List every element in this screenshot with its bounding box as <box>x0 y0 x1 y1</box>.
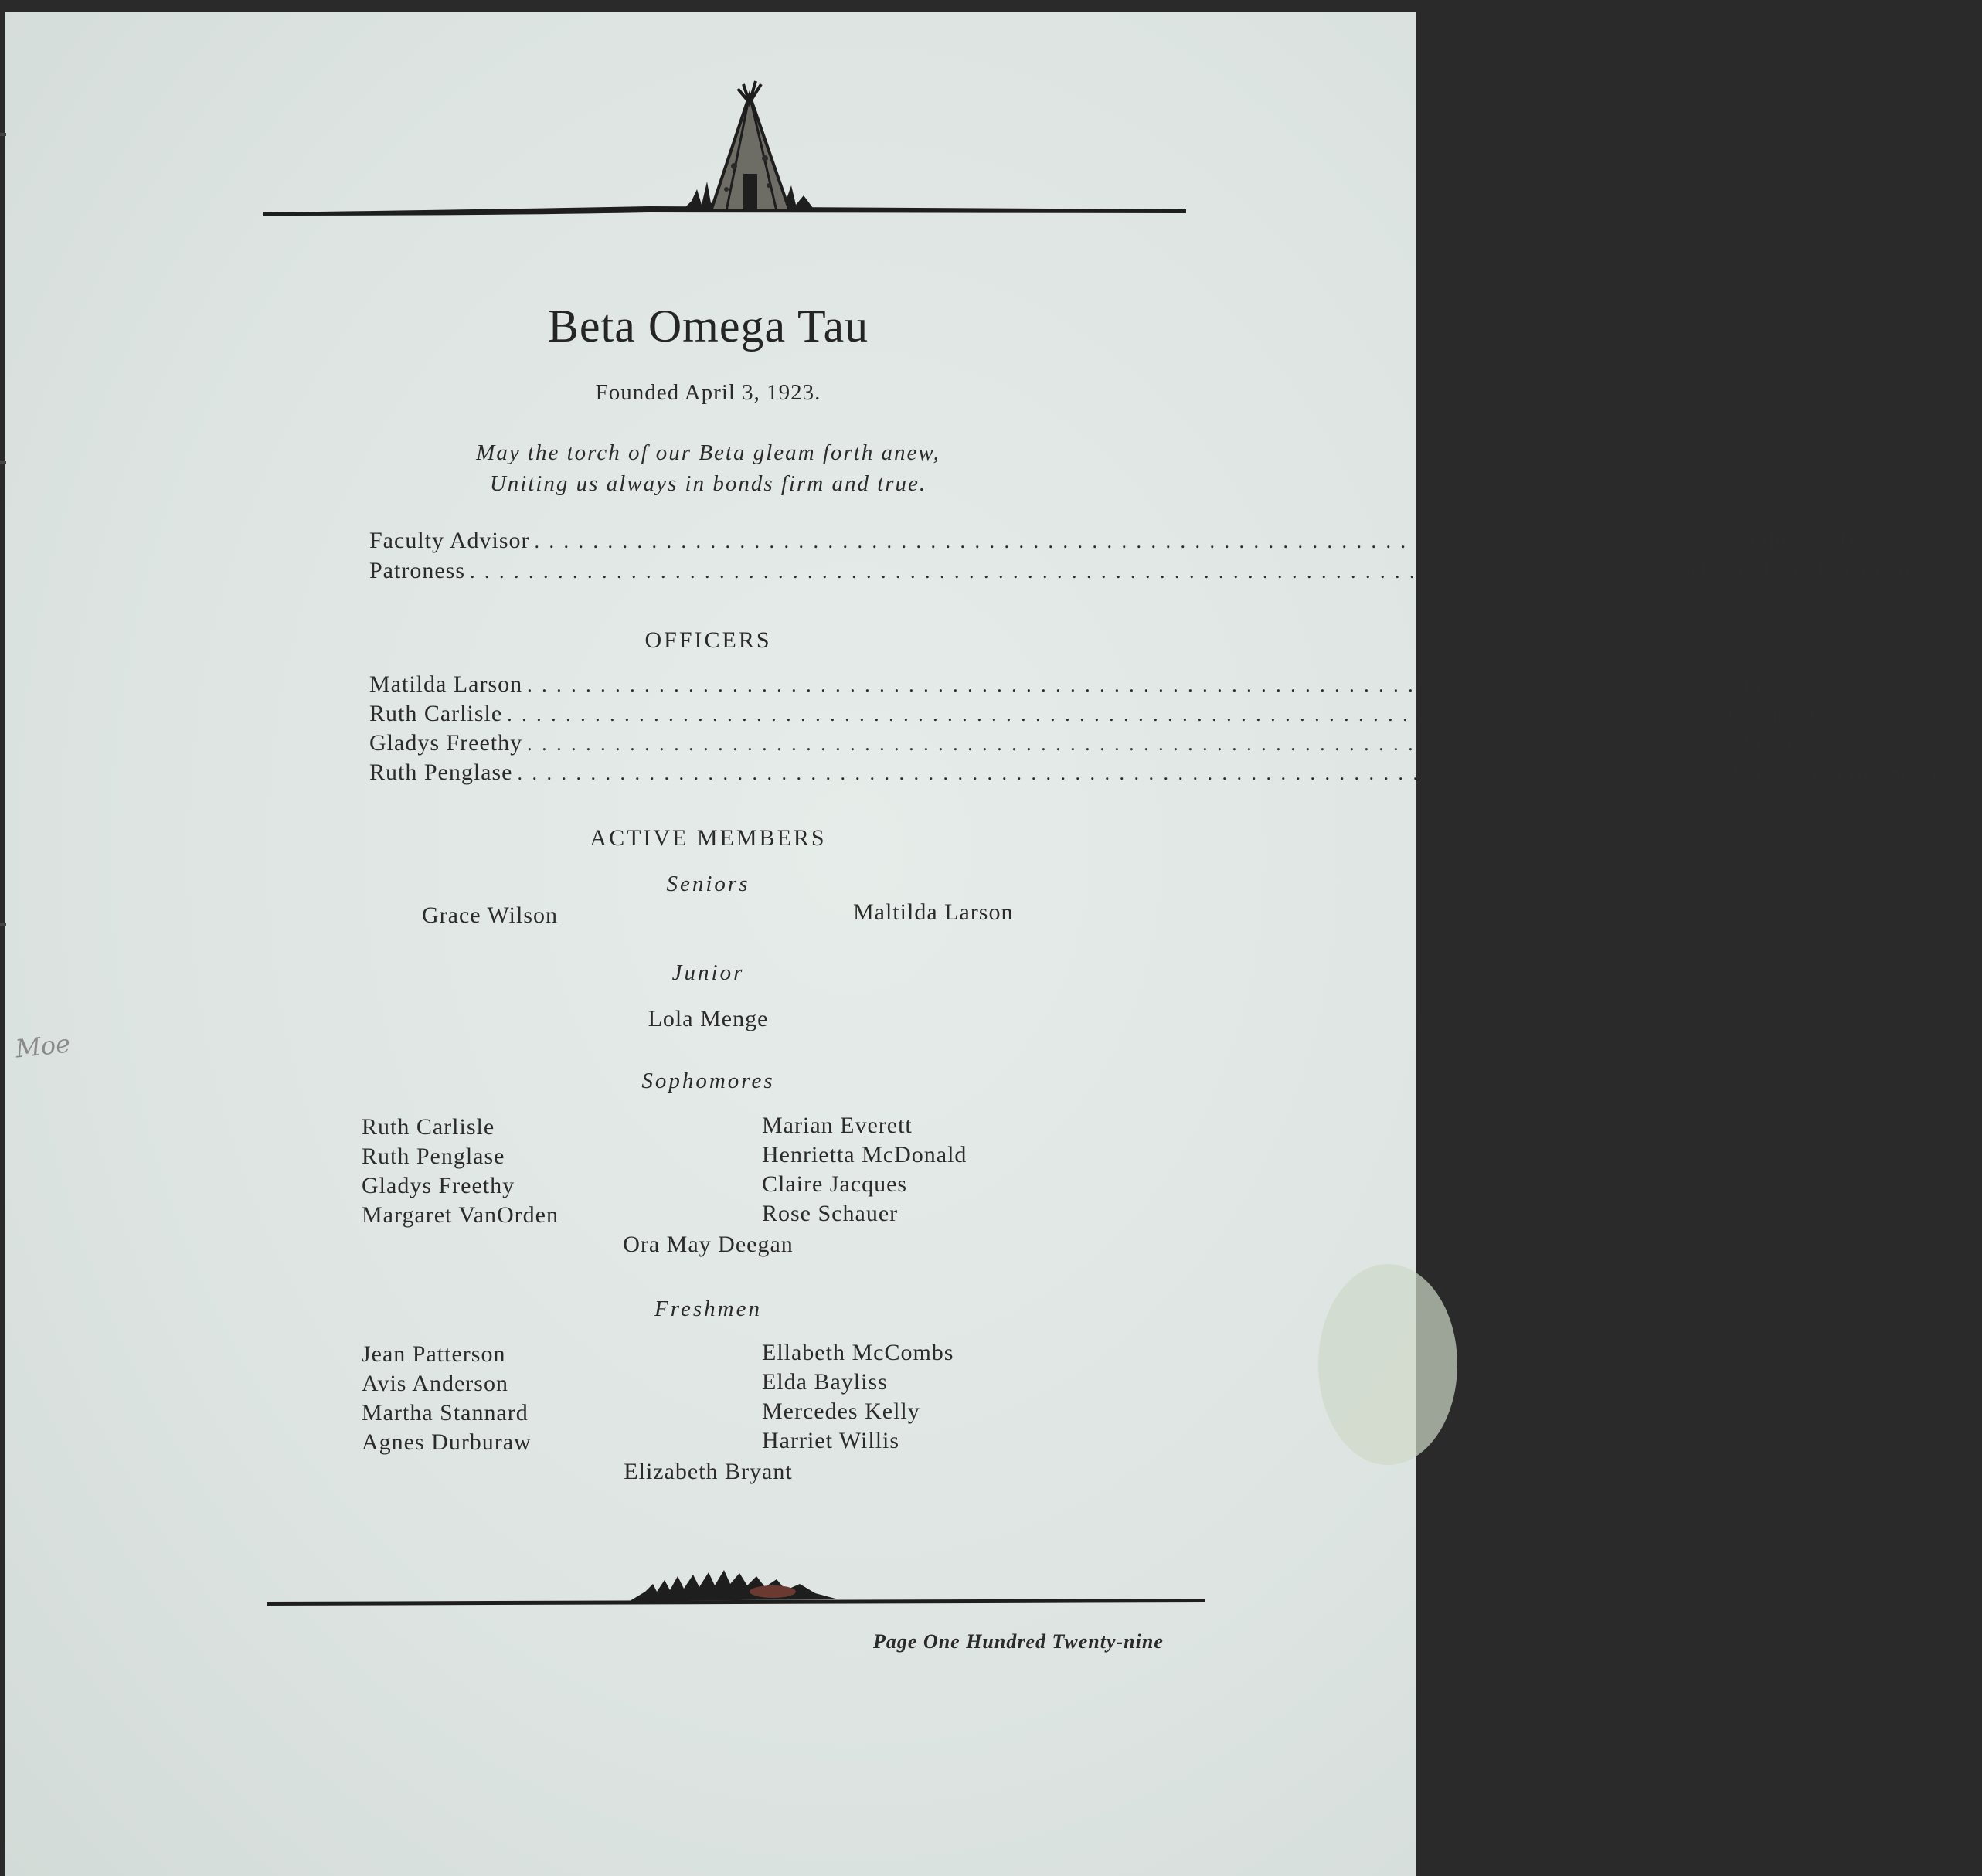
sophomores-label: Sophomores <box>641 1069 775 1093</box>
junior-label: Junior <box>671 960 745 985</box>
faculty-advisor-row <box>369 528 1921 554</box>
row-value: Olga M. Hoesley <box>1750 528 1921 553</box>
officer-role: Corresponding Secretary <box>1733 760 1982 785</box>
motto <box>0 437 1416 499</box>
row-label: Faculty Advisor <box>369 528 530 553</box>
member-name: Harriet Willis <box>762 1428 900 1453</box>
row-value: Mrs. Gilbert L. Brown <box>1685 558 1912 583</box>
row-label: Patroness <box>369 558 465 583</box>
member-name: Lola Menge <box>648 1006 769 1031</box>
officer-name: Matilda Larson <box>369 671 523 697</box>
active-members-heading: ACTIVE MEMBERS <box>590 825 827 851</box>
member-name: Elda Bayliss <box>762 1369 888 1395</box>
officer-role: President <box>1742 671 1837 697</box>
leader-dots: . . . . . . . . . . . . . . . . . . . . . . . . . . . . . . . . . . . . . . . . . . . . . . . . . . . . . . . . . . . . . . . . . . . . . . . . . . . . . . . . . . . <box>527 732 1739 755</box>
member-name: Maltilda Larson <box>853 899 1014 925</box>
officer-name: Gladys Freethy <box>369 730 523 756</box>
member-name: Ora May Deegan <box>623 1232 794 1257</box>
member-name: Mercedes Kelly <box>762 1399 920 1424</box>
member-name: Avis Anderson <box>362 1371 508 1396</box>
officer-role: Secretary <box>1742 730 1838 756</box>
member-name: Grace Wilson <box>422 902 559 928</box>
leader-dots: . . . . . . . . . . . . . . . . . . . . . . . . . . . . . . . . . . . . . . . . . . . . . . . . . . . . . . . . . . . . . . . . . . . . . . . . . . . . . . . . . . . <box>517 762 1729 784</box>
member-name: Marian Everett <box>762 1113 913 1138</box>
binding-mark <box>0 923 6 926</box>
officer-row <box>369 730 1838 756</box>
leader-dots: . . . . . . . . . . . . . . . . . . . . . . . . . . . . . . . . . . . . . . . . . . . . . . . . . . . . . . . . . . . . . . . . . . . . . . . . . . . . . . . . . . . <box>507 703 1719 726</box>
member-name: Martha Stannard <box>362 1400 529 1426</box>
leader-dots: . . . . . . . . . . . . . . . . . . . . . . . . . . . . . . . . . . . . . . . . . . . . . . . . . . . . . . . . . . . . . . . . . . . . . . . . . . . . . . . . . . . <box>470 560 1681 583</box>
member-name: Gladys Freethy <box>362 1173 515 1198</box>
member-name: Margaret VanOrden <box>362 1202 559 1228</box>
member-name: Ruth Penglase <box>362 1144 505 1169</box>
seniors-label: Seniors <box>666 872 750 896</box>
tepee-ornament <box>263 73 1186 228</box>
officer-row <box>369 701 1818 727</box>
handwritten-note: Moe <box>14 1028 72 1064</box>
member-name: Jean Patterson <box>362 1341 506 1367</box>
patroness-row <box>369 558 1912 584</box>
member-name: Rose Schauer <box>762 1201 899 1226</box>
member-name: Ellabeth McCombs <box>762 1340 954 1365</box>
member-name: Elizabeth Bryant <box>624 1459 793 1484</box>
officer-name: Ruth Carlisle <box>369 701 503 726</box>
officer-name: Ruth Penglase <box>369 760 513 785</box>
member-name: Ruth Carlisle <box>362 1114 495 1140</box>
officer-row <box>369 760 1982 786</box>
freshmen-label: Freshmen <box>654 1297 762 1321</box>
officer-role: Treasurer <box>1722 701 1818 726</box>
officers-heading: OFFICERS <box>644 627 772 653</box>
officer-row <box>369 671 1837 698</box>
member-name: Henrietta McDonald <box>762 1142 967 1167</box>
binding-mark <box>0 133 6 136</box>
leader-dots: . . . . . . . . . . . . . . . . . . . . . . . . . . . . . . . . . . . . . . . . . . . . . . . . . . . . . . . . . . . . . . . . . . . . . . . . . . . . . . . . . . . <box>527 674 1739 696</box>
motto-line: May the torch of our Beta gleam forth anew, <box>476 440 940 465</box>
leader-dots: . . . . . . . . . . . . . . . . . . . . . . . . . . . . . . . . . . . . . . . . . . . . . . . . . . . . . . . . . . . . . . . . . . . . . . . . . . . . . . . . . . . <box>534 530 1746 552</box>
member-name: Claire Jacques <box>762 1171 908 1197</box>
treeline-ornament <box>267 1553 1205 1607</box>
motto-line: Uniting us always in bonds firm and true. <box>489 471 927 496</box>
member-name: Agnes Durburaw <box>362 1429 532 1455</box>
page-number: Page One Hundred Twenty-nine <box>873 1630 1164 1653</box>
page-title: Beta Omega Tau <box>547 301 869 352</box>
paper-stain <box>1318 1264 1457 1465</box>
founded-date: Founded April 3, 1923. <box>595 380 821 405</box>
